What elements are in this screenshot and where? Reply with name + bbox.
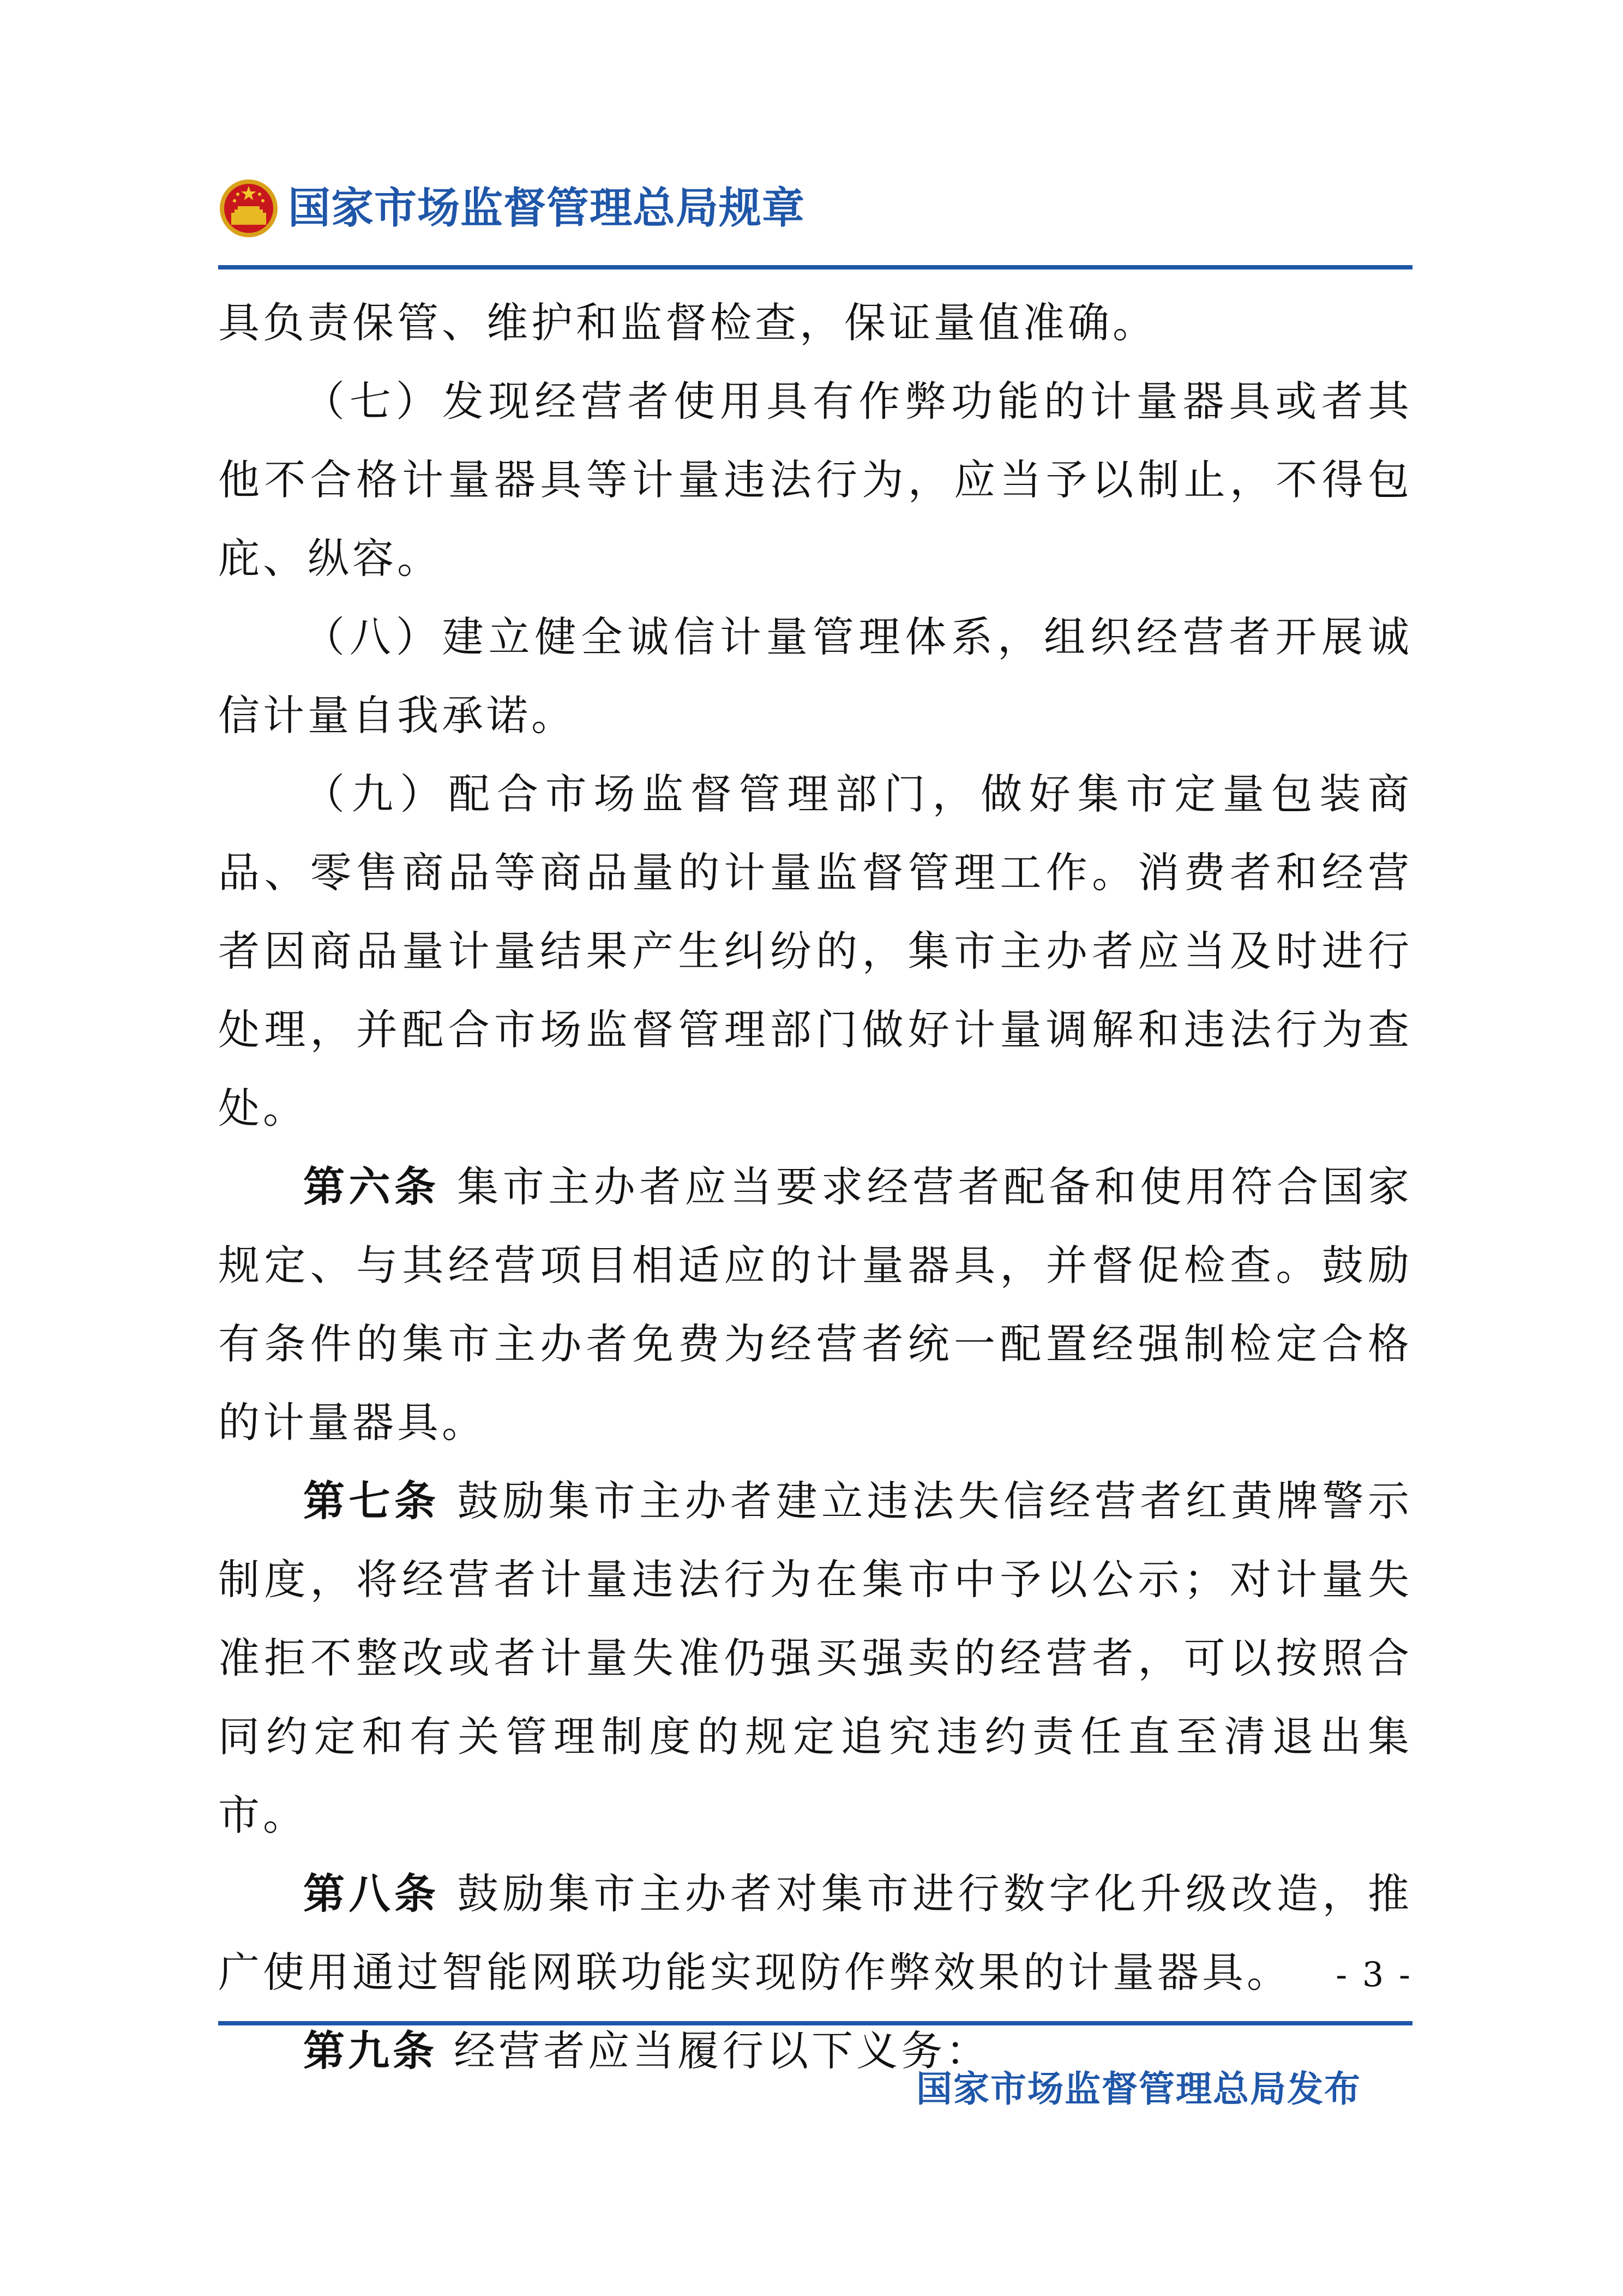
paragraph — [218, 284, 1412, 362]
paragraph-text: 具负责保管、维护和监督检查，保证量值准确。 — [218, 298, 1157, 347]
paragraph-text: （七）发现经营者使用具有作弊功能的计量器具或者其他不合格计量器具等计量违法行为，应当予以制止，不得包庇、纵容。 — [218, 377, 1412, 583]
article-6 — [218, 1148, 1412, 1462]
article-text: 鼓励集市主办者建立违法失信经营者红黄牌警示制度，将经营者计量违法行为在集市中予以公示；对计量失准拒不整改或者计量失准仍强买强卖的经营者，可以按照合同约定和有关管理制度的规定追究违约责任直至清退出集市。 — [218, 1477, 1412, 1839]
document-body — [218, 284, 1412, 2090]
article-7 — [218, 1462, 1412, 1855]
page-header — [218, 173, 1412, 244]
footer-publisher: 国家市场监督管理总局发布 — [916, 2068, 1361, 2110]
paragraph — [218, 755, 1412, 1148]
paragraph-text: （八）建立健全诚信计量管理体系，组织经营者开展诚信计量自我承诺。 — [218, 613, 1412, 740]
article-text: 经营者应当履行以下义务： — [454, 2027, 991, 2075]
national-emblem-icon — [218, 178, 279, 239]
article-text: 鼓励集市主办者对集市进行数字化升级改造，推广使用通过智能网联功能实现防作弊效果的计量器具。 — [218, 1869, 1412, 1997]
paragraph — [218, 598, 1412, 755]
header-divider — [218, 265, 1412, 269]
footer-divider — [218, 2021, 1412, 2025]
article-number: 第八条 — [303, 1869, 440, 1918]
article-8 — [218, 1855, 1412, 2012]
article-number: 第九条 — [303, 2027, 437, 2075]
header-title: 国家市场监督管理总局规章 — [288, 184, 806, 233]
article-number: 第六条 — [303, 1162, 440, 1211]
page-number: - 3 - — [1336, 1955, 1412, 1994]
paragraph-text: （九）配合市场监督管理部门，做好集市定量包装商品、零售商品等商品量的计量监督管理工作。消费者和经营者因商品量计量结果产生纠纷的，集市主办者应当及时进行处理，并配合市场监督管理部门做好计量调解和违法行为查处。 — [218, 770, 1412, 1132]
article-text: 集市主办者应当要求经营者配备和使用符合国家规定、与其经营项目相适应的计量器具，并督促检查。鼓励有条件的集市主办者免费为经营者统一配置经强制检定合格的计量器具。 — [218, 1162, 1412, 1447]
paragraph — [218, 362, 1412, 598]
article-number: 第七条 — [303, 1477, 440, 1525]
